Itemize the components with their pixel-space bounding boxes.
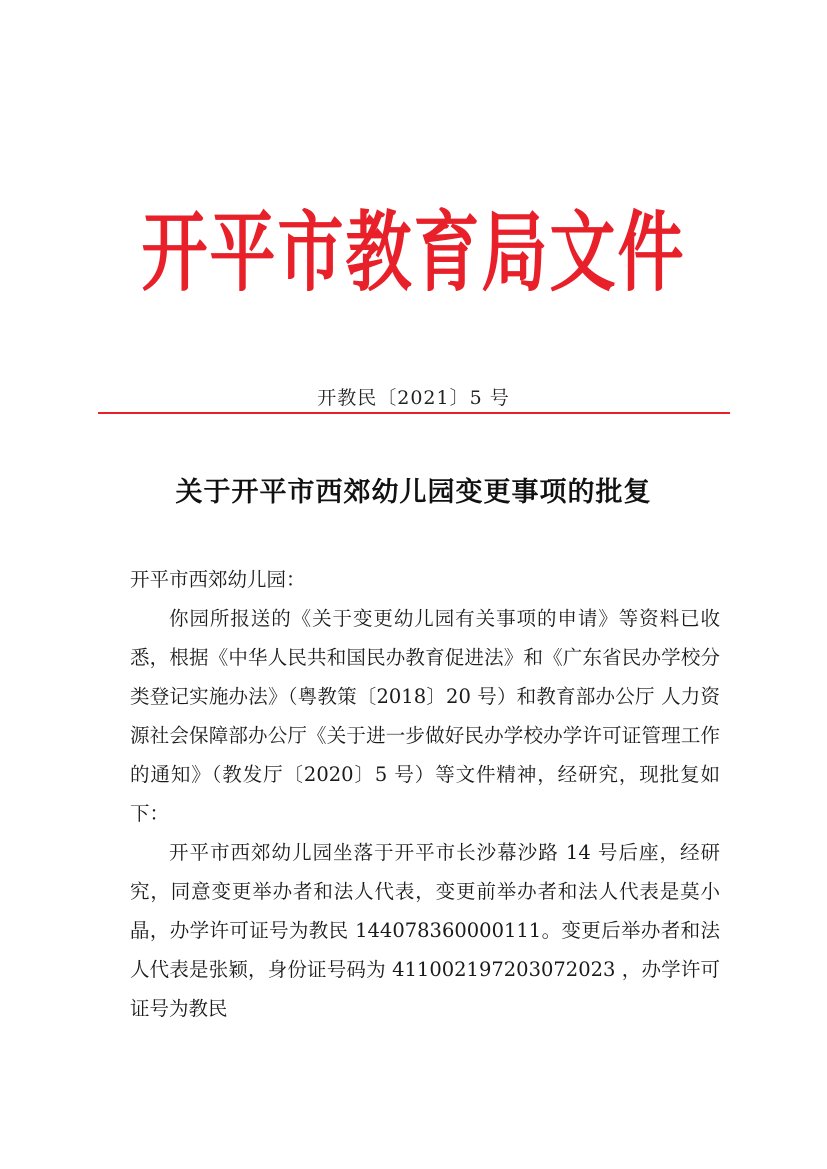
document-body [130,560,720,1028]
body-paragraph: 开平市西郊幼儿园坐落于开平市长沙幕沙路 14 号后座，经研究，同意变更举办者和法人代表，变更前举办者和法人代表是莫小晶，办学许可证号为教民 144078360000111。变更后举办者和法人代表是张颖，身份证号码为 411002197203072023 ，办学许可证号为教民 [130,841,720,1020]
addressee: 开平市西郊幼儿园： [130,568,306,591]
body-paragraph: 你园所报送的《关于变更幼儿园有关事项的申请》等资料已收悉，根据《中华人民共和国民办教育促进法》和《广东省民办学校分类登记实施办法》（粤教策〔2018〕20 号）和教育部办公厅 人力资源社会保障部办公厅《关于进一步做好民办学校办学许可证管理工作的通知》（教发厅〔2020〕5 号）等文件精神，经研究，现批复如下： [130,607,720,825]
red-divider-line [98,412,730,414]
document-title: 关于开平市西郊幼儿园变更事项的批复 [175,477,652,508]
document-number: 开教民〔2021〕5 号 [317,387,510,409]
masthead-title: 开平市教育局文件 [141,202,686,304]
